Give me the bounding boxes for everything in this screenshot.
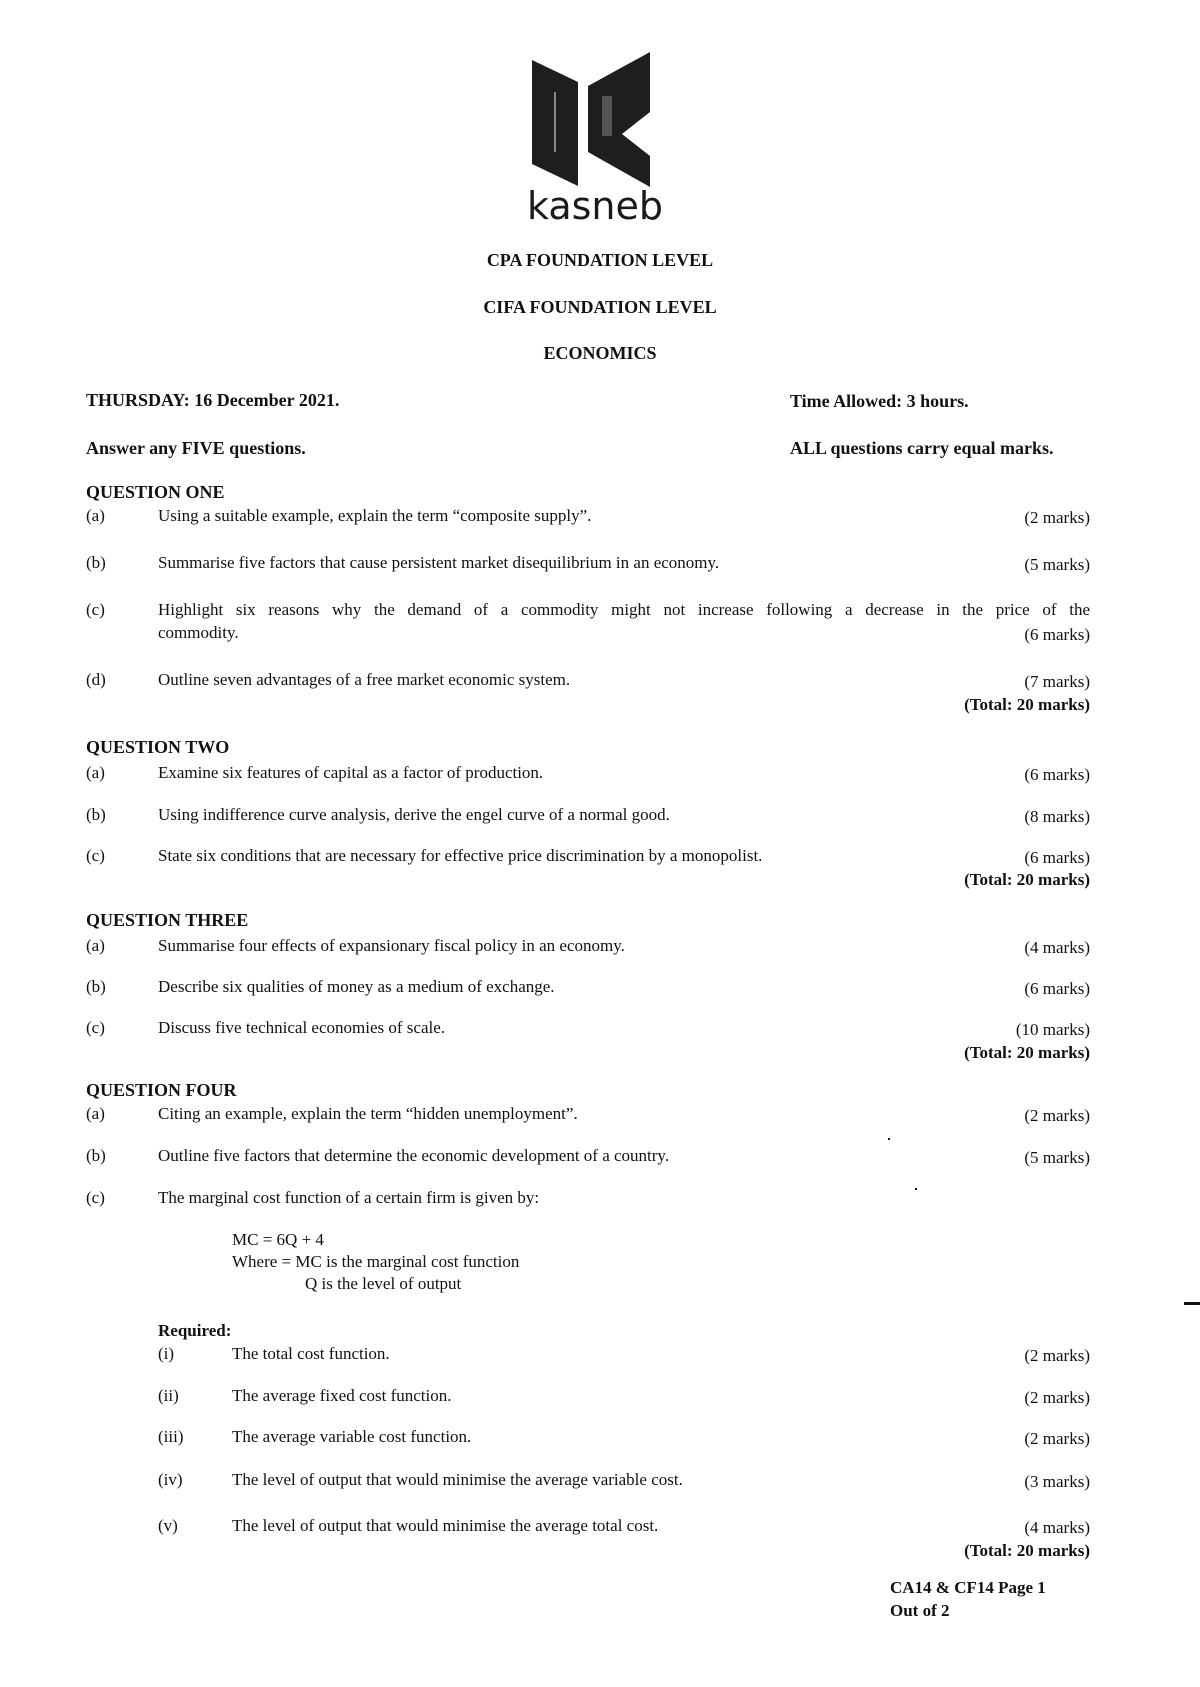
q4b-marks: (5 marks) <box>1024 1148 1090 1167</box>
q3b-marks: (6 marks) <box>1024 979 1090 998</box>
q2-total: (Total: 20 marks) <box>964 870 1090 889</box>
equal-marks-note: ALL questions carry equal marks. <box>790 438 1054 458</box>
brand-name: kasneb <box>527 184 664 228</box>
q1d-marks: (7 marks) <box>1024 672 1090 691</box>
question-two-title: QUESTION TWO <box>86 737 230 757</box>
formula-where-q: Q is the level of output <box>305 1274 462 1293</box>
q4c-text: The marginal cost function of a certain firm is given by: <box>158 1188 540 1207</box>
q2a-marks: (6 marks) <box>1024 765 1090 784</box>
q1c-number: (c) <box>86 600 105 619</box>
q4civ-number: (iv) <box>158 1470 183 1489</box>
q1c-text: Highlight six reasons why the demand of a commodity might not increase following a decrease in the price of the <box>158 600 1090 619</box>
q4ci-number: (i) <box>158 1344 175 1363</box>
q4cii-text: The average fixed cost function. <box>232 1386 452 1405</box>
q4cv-marks: (4 marks) <box>1024 1518 1090 1537</box>
q2b-number: (b) <box>86 805 106 824</box>
q4cii-marks: (2 marks) <box>1024 1388 1090 1407</box>
q4ciii-number: (iii) <box>158 1427 184 1446</box>
instruction: Answer any FIVE questions. <box>86 438 306 458</box>
level-line-cifa: CIFA FOUNDATION LEVEL <box>483 297 717 317</box>
q4cv-text: The level of output that would minimise the average total cost. <box>232 1516 659 1535</box>
page-number: CA14 & CF14 Page 1 <box>890 1578 1046 1597</box>
question-one-title: QUESTION ONE <box>86 482 225 502</box>
q2b-marks: (8 marks) <box>1024 807 1090 826</box>
q2b-text: Using indifference curve analysis, derive the engel curve of a normal good. <box>158 805 670 824</box>
level-line-cpa: CPA FOUNDATION LEVEL <box>486 250 714 270</box>
q4a-text: Citing an example, explain the term “hidden unemployment”. <box>158 1104 578 1123</box>
q1a-text: Using a suitable example, explain the term “composite supply”. <box>158 506 592 525</box>
q3b-number: (b) <box>86 977 106 996</box>
required-label: Required: <box>158 1321 232 1340</box>
q4b-number: (b) <box>86 1146 106 1165</box>
q1d-text: Outline seven advantages of a free market economic system. <box>158 670 571 689</box>
q3c-number: (c) <box>86 1018 105 1037</box>
q3a-text: Summarise four effects of expansionary fiscal policy in an economy. <box>158 936 625 955</box>
q2c-marks: (6 marks) <box>1024 848 1090 867</box>
q1a-marks: (2 marks) <box>1024 508 1090 527</box>
scan-speck <box>888 1138 890 1140</box>
q2c-number: (c) <box>86 846 105 865</box>
scan-edge-mark <box>1184 1302 1200 1305</box>
q4ci-marks: (2 marks) <box>1024 1346 1090 1365</box>
question-four-title: QUESTION FOUR <box>86 1080 237 1100</box>
q3-total: (Total: 20 marks) <box>964 1043 1090 1062</box>
q2c-text: State six conditions that are necessary for effective price discrimination by a monopolist. <box>158 846 763 865</box>
q4ci-text: The total cost function. <box>232 1344 390 1363</box>
exam-date: THURSDAY: 16 December 2021. <box>86 390 340 410</box>
kasneb-logo-mark <box>530 52 652 188</box>
formula-where-mc: Where = MC is the marginal cost function <box>232 1252 520 1271</box>
q3a-marks: (4 marks) <box>1024 938 1090 957</box>
q1-total: (Total: 20 marks) <box>964 695 1090 714</box>
page-out-of: Out of 2 <box>890 1601 950 1620</box>
q2a-text: Examine six features of capital as a factor of production. <box>158 763 544 782</box>
q4ciii-text: The average variable cost function. <box>232 1427 472 1446</box>
time-allowed: Time Allowed: 3 hours. <box>790 391 969 411</box>
q4a-marks: (2 marks) <box>1024 1106 1090 1125</box>
q1b-text: Summarise five factors that cause persistent market disequilibrium in an economy. <box>158 553 720 572</box>
q1b-marks: (5 marks) <box>1024 555 1090 574</box>
q4cii-number: (ii) <box>158 1386 179 1405</box>
q4-total: (Total: 20 marks) <box>964 1541 1090 1560</box>
q1d-number: (d) <box>86 670 106 689</box>
scan-speck-2 <box>915 1188 917 1190</box>
q4civ-text: The level of output that would minimise the average variable cost. <box>232 1470 683 1489</box>
q1c-marks: (6 marks) <box>1024 625 1090 644</box>
subject-title: ECONOMICS <box>543 343 657 363</box>
q3c-marks: (10 marks) <box>1015 1020 1090 1039</box>
question-three-title: QUESTION THREE <box>86 910 249 930</box>
q3a-number: (a) <box>86 936 105 955</box>
q1c-text-cont: commodity. <box>158 623 239 642</box>
q4cv-number: (v) <box>158 1516 178 1535</box>
q4civ-marks: (3 marks) <box>1024 1472 1090 1491</box>
q3c-text: Discuss five technical economies of scale. <box>158 1018 446 1037</box>
q4c-number: (c) <box>86 1188 105 1207</box>
q3b-text: Describe six qualities of money as a medium of exchange. <box>158 977 555 996</box>
q1b-number: (b) <box>86 553 106 572</box>
q4b-text: Outline five factors that determine the economic development of a country. <box>158 1146 670 1165</box>
q4a-number: (a) <box>86 1104 105 1123</box>
q1a-number: (a) <box>86 506 105 525</box>
q2a-number: (a) <box>86 763 105 782</box>
q4ciii-marks: (2 marks) <box>1024 1429 1090 1448</box>
formula: MC = 6Q + 4 <box>232 1230 324 1249</box>
